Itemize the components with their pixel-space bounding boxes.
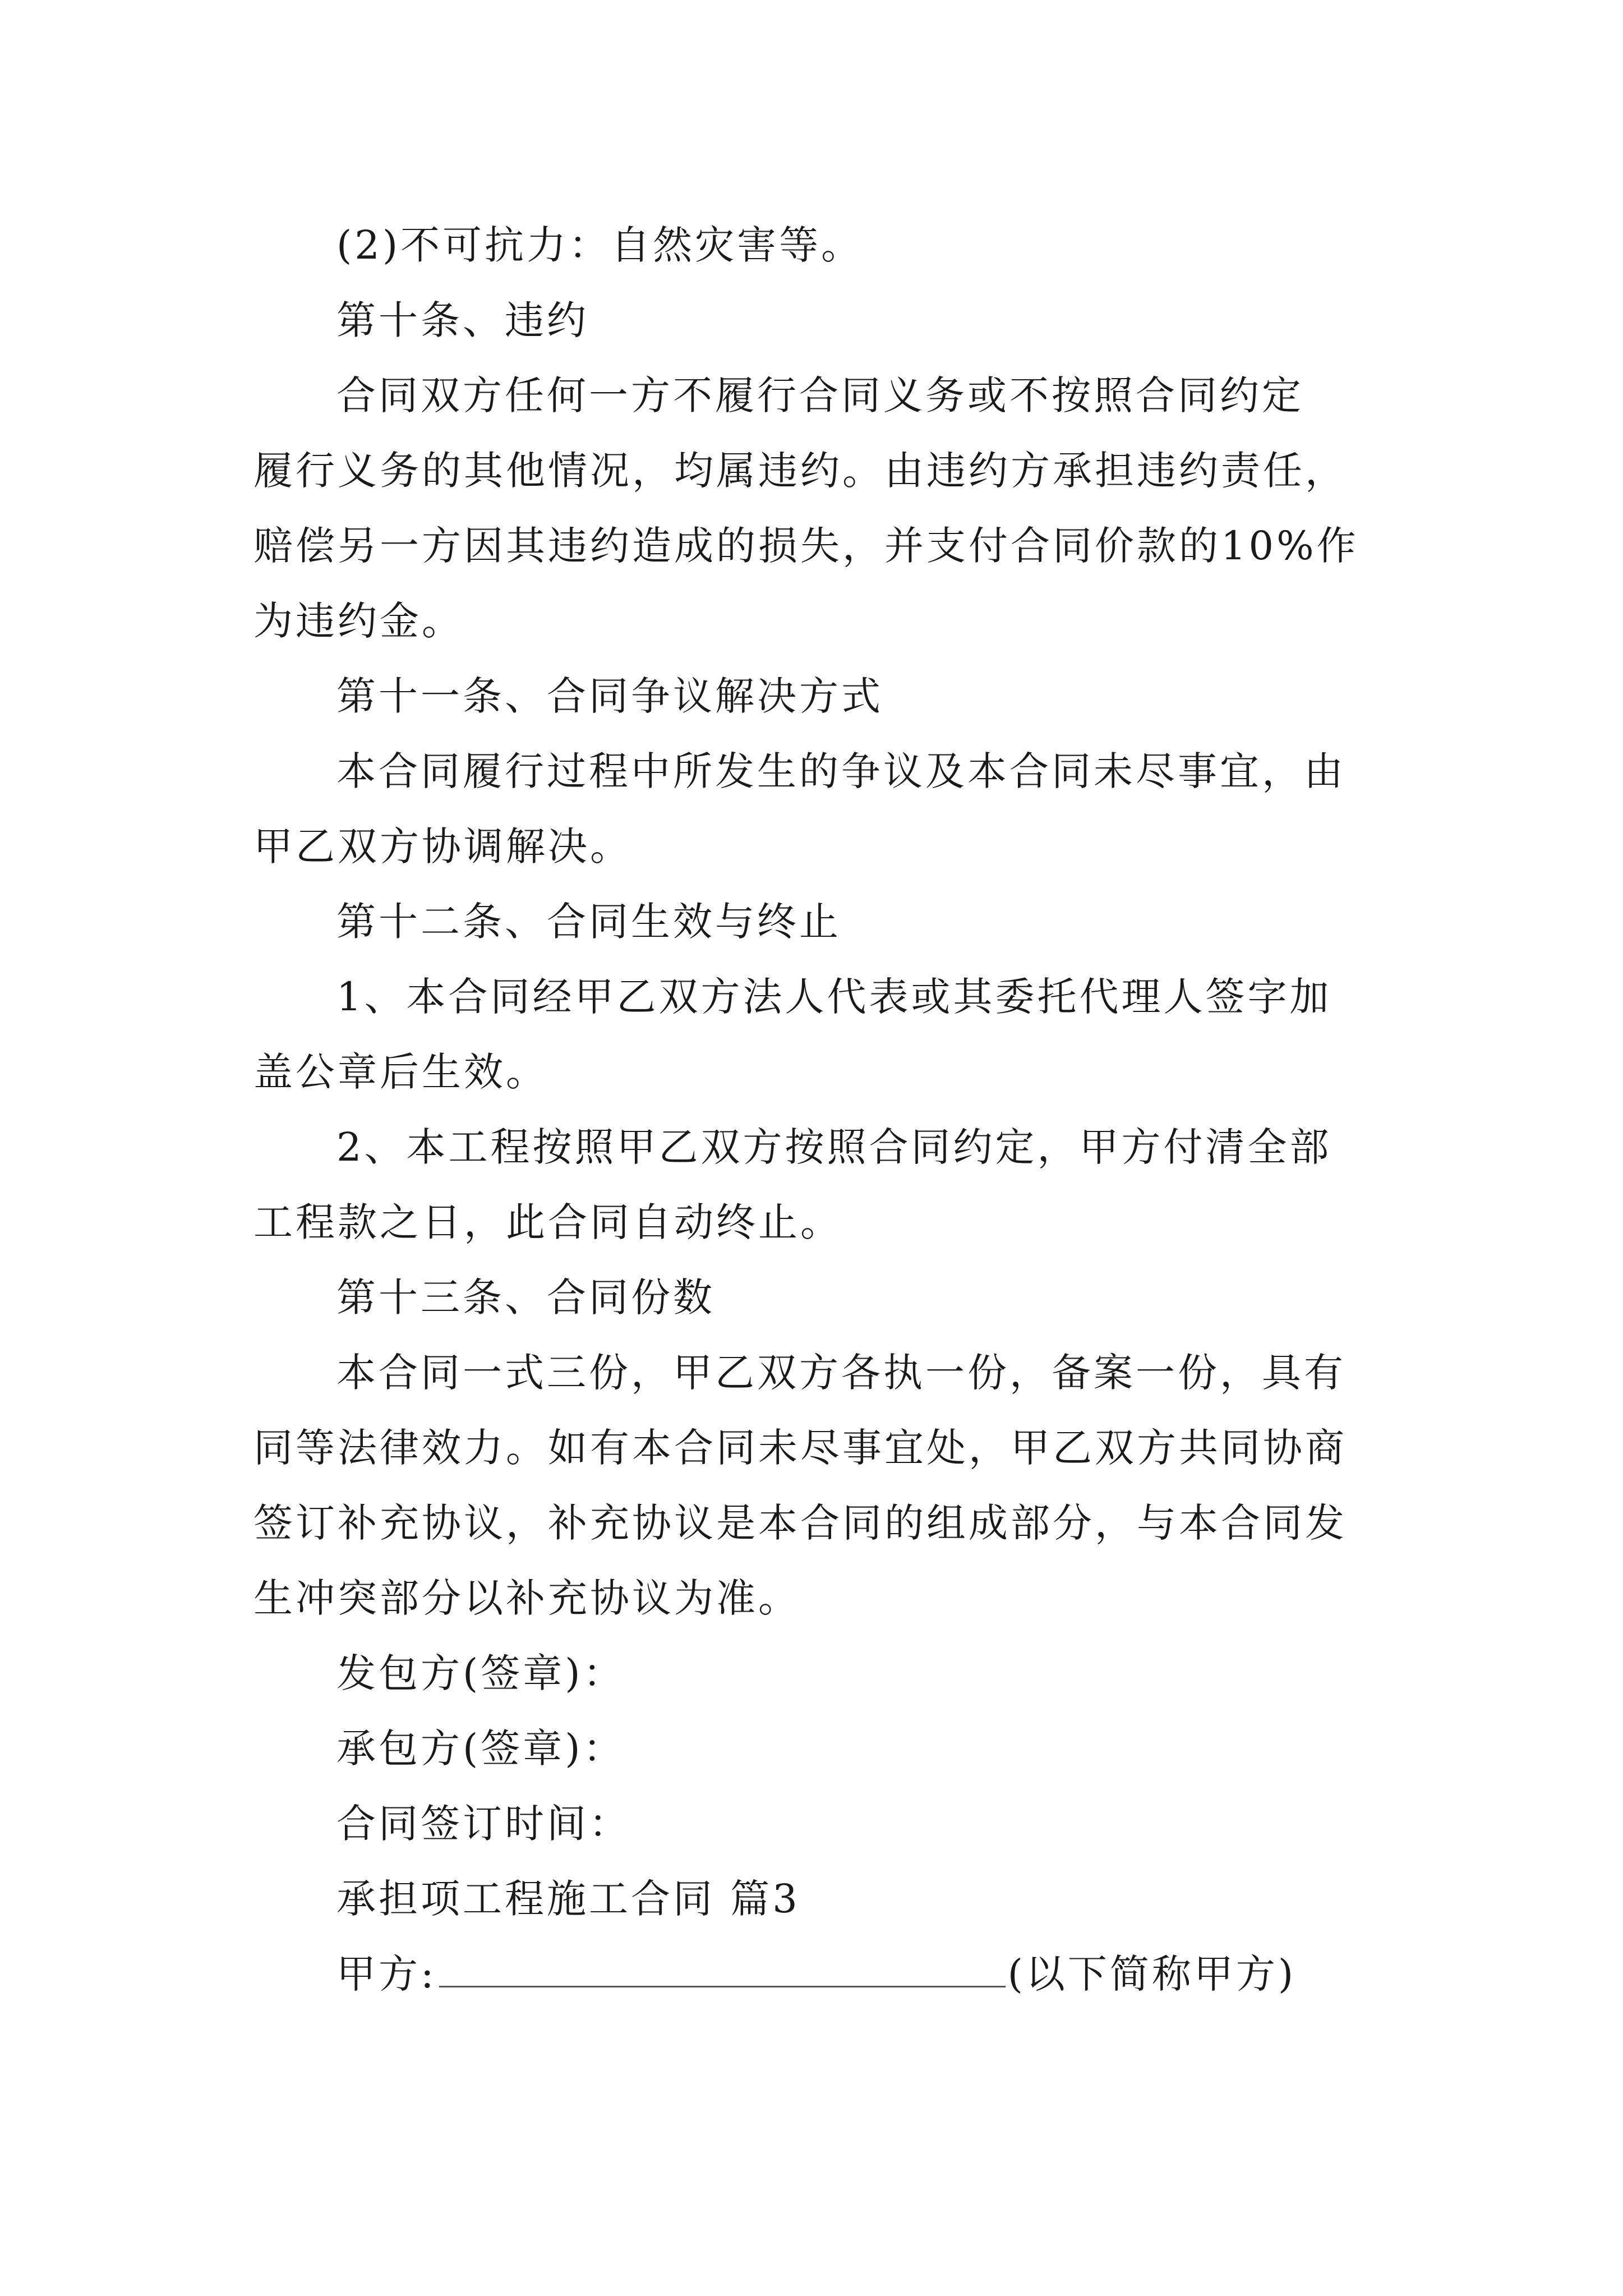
text-line: 甲乙双方协调解决。 (253, 823, 632, 869)
section-heading: 第十一条、合同争议解决方式 (336, 673, 883, 719)
text-line: (2)不可抗力：自然灾害等。 (336, 222, 864, 268)
party-a-line (253, 1936, 1384, 2012)
text-line: 工程款之日，此合同自动终止。 (253, 1199, 842, 1245)
signature-line-employer: 发包方(签章)： (336, 1650, 625, 1696)
party-a-blank (439, 1952, 1006, 1987)
document-body (253, 208, 1384, 2012)
section-heading: 第十条、违约 (336, 297, 589, 343)
text-line: 赔偿另一方因其违约造成的损失，并支付合同价款的10%作 (253, 523, 1359, 569)
text-line: 同等法律效力。如有本合同未尽事宜处，甲乙双方共同协商 (253, 1425, 1347, 1471)
text-line: 2、本工程按照甲乙双方按照合同约定，甲方付清全部 (336, 1124, 1332, 1170)
text-line: 为违约金。 (253, 598, 464, 644)
text-line: 合同双方任何一方不履行合同义务或不按照合同约定 (336, 372, 1304, 418)
text-line: 本合同履行过程中所发生的争议及本合同未尽事宜，由 (336, 748, 1346, 794)
text-line: 签订补充协议，补充协议是本合同的组成部分，与本合同发 (253, 1500, 1347, 1546)
signing-date-line: 合同签订时间： (336, 1801, 631, 1847)
text-line: 本合同一式三份，甲乙双方各执一份，备案一份，具有 (336, 1350, 1346, 1396)
section-heading: 第十三条、合同份数 (336, 1274, 715, 1320)
contract-title: 承担项工程施工合同 篇3 (336, 1876, 800, 1922)
signature-line-contractor: 承包方(签章)： (336, 1726, 625, 1772)
text-line: 履行义务的其他情况，均属违约。由违约方承担违约责任， (253, 448, 1347, 494)
section-heading: 第十二条、合同生效与终止 (336, 899, 841, 945)
party-a-suffix: (以下简称甲方) (1007, 1951, 1297, 1997)
text-line: 盖公章后生效。 (253, 1049, 548, 1095)
text-line: 生冲突部分以补充协议为准。 (253, 1575, 800, 1621)
text-line: 1、本合同经甲乙双方法人代表或其委托代理人签字加 (336, 974, 1332, 1020)
party-a-label: 甲方: (336, 1951, 437, 1997)
